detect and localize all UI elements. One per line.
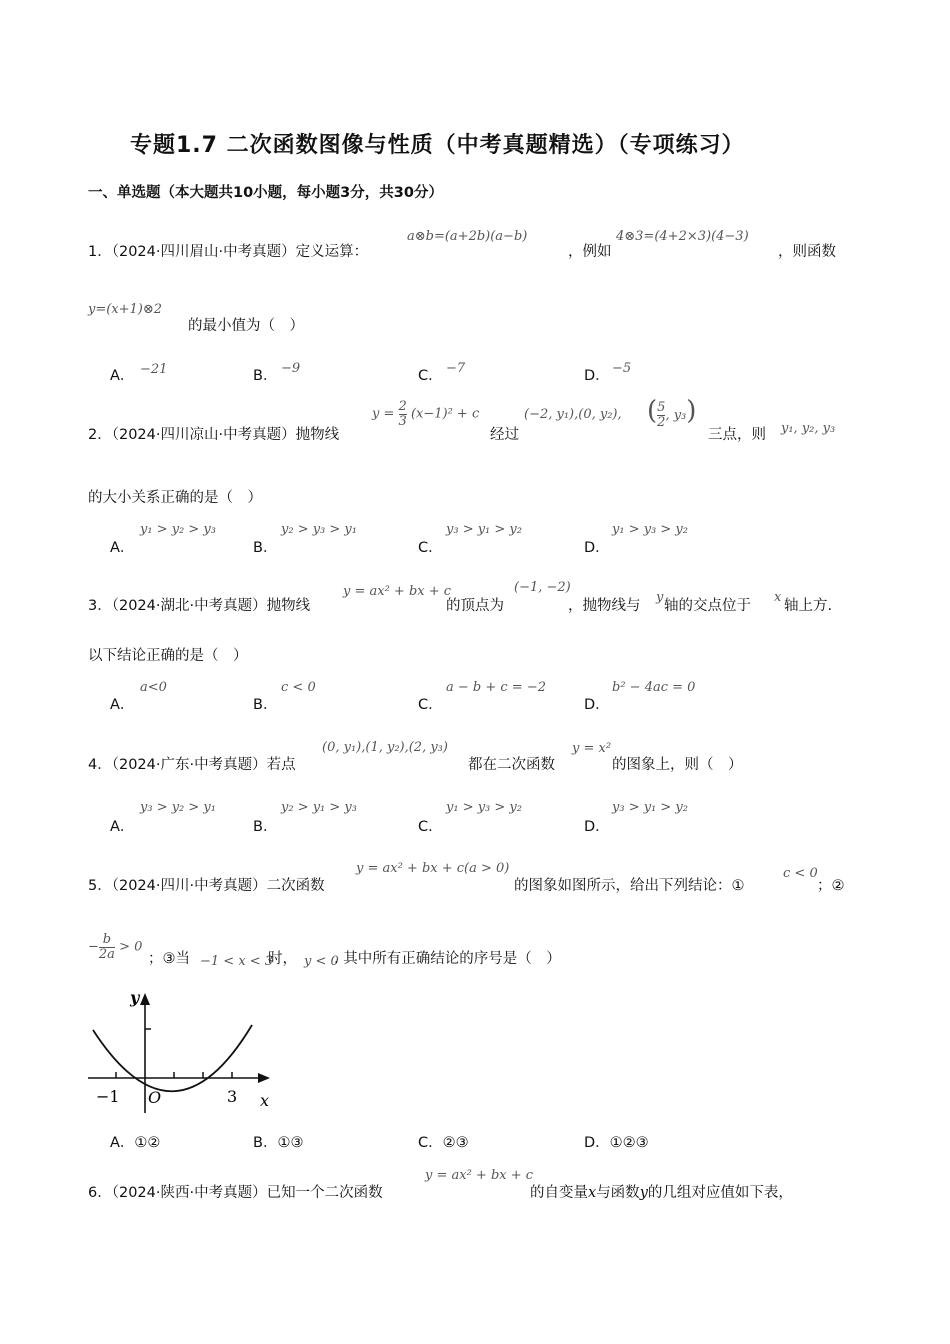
q1-formula-example: 4⊗3=(4+2×3)(4−3) — [616, 229, 749, 244]
q3-var-x: x — [774, 590, 782, 605]
q3-number: 3． — [88, 598, 112, 614]
q2-option-a[interactable]: A． — [110, 540, 135, 556]
neg-one-label: −1 — [96, 1087, 120, 1106]
q5-formula-axis: − $\frac{b}{2a}$ > 0 — [88, 932, 143, 962]
q3-text-axis: 轴的交点位于 — [664, 598, 751, 614]
q5-number: 5． — [88, 878, 112, 894]
y-label: y — [130, 988, 140, 1007]
q3-option-d[interactable]: D． — [584, 697, 610, 713]
q3-option-c[interactable]: C． — [418, 697, 443, 713]
three-label: 3 — [227, 1087, 238, 1106]
q3-option-b[interactable]: B． — [253, 697, 278, 713]
q1-text-then: ，则函数 — [778, 244, 836, 260]
q5-formula-y: y < 0 — [304, 954, 339, 969]
q4-formula-points: (0, y₁),(1, y₂),(2, y₃) — [322, 740, 448, 755]
q1-option-b-value: −9 — [281, 361, 301, 376]
q1-number: 1． — [88, 244, 112, 260]
q4-text-ask: 的图象上，则（ ） — [612, 757, 743, 773]
q4-formula-fn: y = x² — [572, 741, 612, 756]
q5-option-d[interactable]: D．①②③ — [584, 1135, 649, 1151]
q1-option-d[interactable]: D． — [584, 368, 610, 384]
x-axis-arrow — [258, 1073, 270, 1083]
q2-option-b-value: y₂ > y₃ > y₁ — [281, 522, 357, 537]
q2-source: （2024·四川凉山·中考真题） — [111, 427, 296, 443]
q5-formula-c: c < 0 — [783, 866, 818, 881]
q6-source: （2024·陕西·中考真题） — [111, 1185, 267, 1201]
q5-text: 二次函数 — [266, 878, 325, 894]
q3-option-a-value: a<0 — [140, 680, 167, 695]
y-axis-arrow — [140, 993, 150, 1005]
q1-option-b[interactable]: B． — [253, 368, 278, 384]
q4-option-a-value: y₃ > y₂ > y₁ — [140, 800, 216, 815]
origin-label: O — [148, 1088, 162, 1107]
q1-source: （2024·四川眉山·中考真题） — [111, 244, 296, 260]
q2-formula-ys: y₁, y₂, y₃ — [781, 421, 836, 436]
parabola-curve — [93, 1025, 252, 1091]
q3-line1 — [88, 594, 310, 615]
q2-text: 抛物线 — [295, 427, 340, 443]
q5-text-then: 时， — [268, 951, 297, 967]
q2-formula-parabola: y = $\frac{2}{3}$ (x−1)² + c — [372, 399, 480, 429]
q3-option-d-value: b² − 4ac = 0 — [612, 680, 696, 695]
q6-formula-fn: y = ax² + bx + c — [425, 1168, 534, 1183]
q1-option-a-value: −21 — [140, 362, 168, 377]
q3-option-c-value: a − b + c = −2 — [446, 680, 546, 695]
q1-text: 定义运算： — [295, 244, 369, 260]
q4-line1 — [88, 753, 296, 774]
q4-option-b[interactable]: B． — [253, 819, 278, 835]
section-header: 一、单选题（本大题共10小题，每小题3分，共30分） — [88, 185, 443, 201]
q3-var-y: y — [656, 590, 664, 605]
q4-option-a[interactable]: A． — [110, 819, 135, 835]
q1-option-a[interactable]: A． — [110, 368, 135, 384]
q1-option-c[interactable]: C． — [418, 368, 443, 384]
q5-source: （2024·四川·中考真题） — [111, 878, 267, 894]
q3-text: 抛物线 — [266, 598, 311, 614]
q2-option-b[interactable]: B． — [253, 540, 278, 556]
q5-text-conclusions: 的图象如图所示，给出下列结论：① — [514, 878, 745, 894]
q1-formula-def: a⊗b=(a+2b)(a−b) — [407, 229, 528, 244]
q3-source: （2024·湖北·中考真题） — [111, 598, 267, 614]
q2-option-c[interactable]: C． — [418, 540, 443, 556]
q3-text-and: ，抛物线与 — [568, 598, 641, 614]
q6-line1 — [88, 1181, 383, 1202]
q3-formula-parabola: y = ax² + bx + c — [343, 584, 452, 599]
q3-formula-vertex: (−1, −2) — [514, 580, 571, 595]
q3-option-b-value: c < 0 — [281, 680, 316, 695]
q2-option-c-value: y₃ > y₁ > y₂ — [446, 522, 522, 537]
q5-line1 — [88, 874, 325, 895]
q1-text-example: ，例如 — [568, 244, 612, 260]
q3-text-vertex: 的顶点为 — [446, 598, 504, 614]
q2-number: 2． — [88, 427, 112, 443]
q5-text-2: ；② — [817, 878, 845, 894]
q4-option-c-value: y₁ > y₃ > y₂ — [446, 800, 522, 815]
q6-number: 6． — [88, 1185, 112, 1201]
q2-text-ask: 的大小关系正确的是（ ） — [88, 490, 262, 506]
page-title: 专题1.7 二次函数图像与性质（中考真题精选）（专项练习） — [130, 133, 745, 158]
q4-source: （2024·广东·中考真题） — [111, 757, 267, 773]
q5-formula-range: −1 < x < 3 — [200, 954, 274, 969]
q2-option-a-value: y₁ > y₂ > y₃ — [140, 522, 216, 537]
q6-text-rest: 的自变量x与函数y的几组对应值如下表， — [530, 1185, 793, 1201]
q5-option-a[interactable]: A．①② — [110, 1135, 161, 1151]
q6-text: 已知一个二次函数 — [266, 1185, 383, 1201]
q5-option-b[interactable]: B．①③ — [253, 1135, 304, 1151]
q4-option-d-value: y₃ > y₁ > y₂ — [612, 800, 688, 815]
q1-formula-fn: y=(x+1)⊗2 — [88, 302, 163, 317]
q2-option-d-value: y₁ > y₃ > y₂ — [612, 522, 688, 537]
q3-option-a[interactable]: A． — [110, 697, 135, 713]
q1-text-ask: 的最小值为（ ） — [188, 318, 304, 334]
q4-number: 4． — [88, 757, 112, 773]
q4-text: 若点 — [266, 757, 296, 773]
q2-line1 — [88, 423, 339, 444]
q1-option-c-value: −7 — [446, 361, 466, 376]
q3-text-above: 轴上方. — [784, 598, 833, 614]
q4-option-c[interactable]: C． — [418, 819, 443, 835]
q2-formula-points: (−2, y₁),(0, y₂), — [524, 407, 622, 422]
q4-text-fn: 都在二次函数 — [468, 757, 555, 773]
q5-formula-fn: y = ax² + bx + c(a > 0) — [356, 861, 510, 876]
q4-option-b-value: y₂ > y₁ > y₃ — [281, 800, 357, 815]
q2-text-then: 三点，则 — [708, 427, 766, 443]
q2-option-d[interactable]: D． — [584, 540, 610, 556]
x-label: x — [260, 1091, 270, 1110]
q1-line1 — [88, 240, 368, 261]
q5-option-c[interactable]: C．②③ — [418, 1135, 469, 1151]
q5-text-when: ；③当 — [148, 951, 190, 967]
q2-formula-point3: ( $\frac{5}{2}$ , y₃) — [647, 396, 697, 430]
q1-option-d-value: −5 — [612, 361, 632, 376]
q3-text-ask: 以下结论正确的是（ ） — [88, 648, 248, 664]
q5-parabola-graph — [86, 985, 286, 1115]
q4-option-d[interactable]: D． — [584, 819, 610, 835]
q2-text-pass: 经过 — [490, 427, 519, 443]
q5-text-ask: . 其中所有正确结论的序号是（ ） — [334, 951, 561, 967]
